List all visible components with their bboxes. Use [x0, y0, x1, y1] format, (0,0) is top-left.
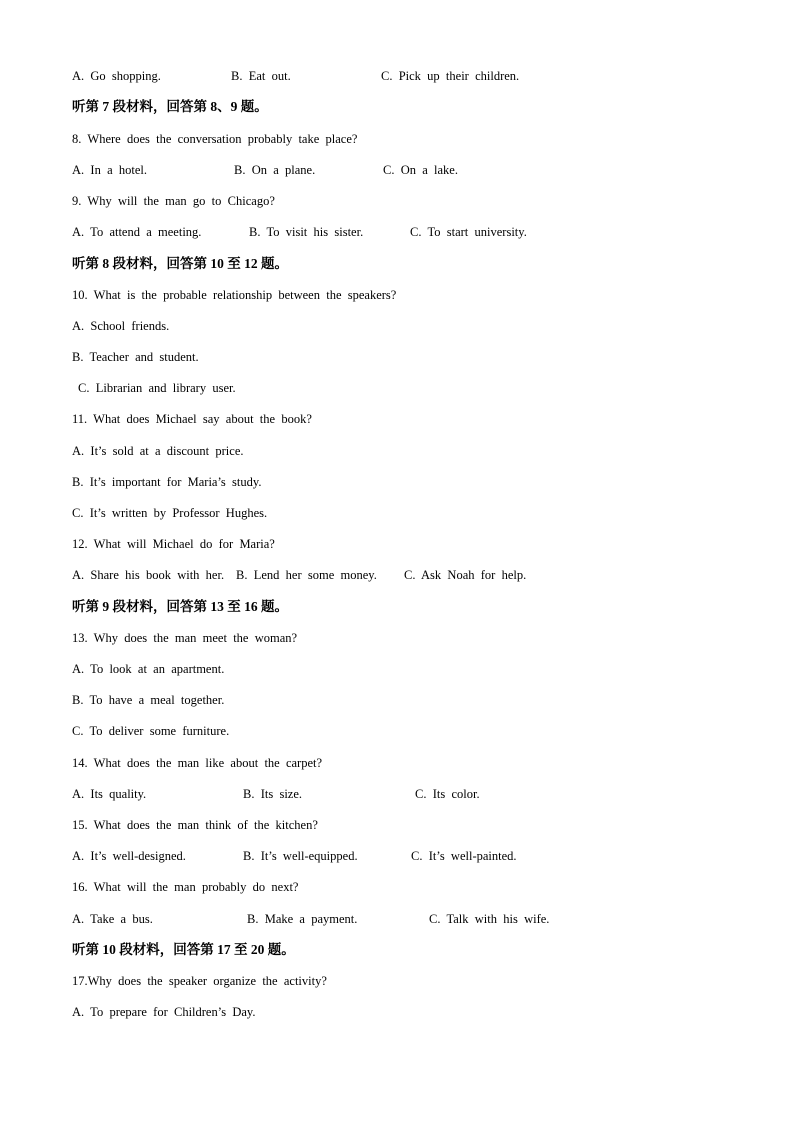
option-b: B. Its size. [243, 787, 303, 801]
option-c: C. Ask Noah for help. [404, 568, 527, 582]
question-13: 13. Why does the man meet the woman? [72, 631, 298, 645]
section-heading: 听第 9 段材料，回答第 13 至 16 题。 [72, 599, 288, 614]
question-17: 17.Why does the speaker organize the activity? [72, 974, 327, 988]
question-10: 10. What is the probable relationship between the speakers? [72, 288, 397, 302]
option-a: A. Share his book with her. [72, 568, 225, 582]
question-8: 8. Where does the conversation probably take place? [72, 132, 358, 146]
question-11: 11. What does Michael say about the book? [72, 412, 312, 426]
option-b: B. It’s well-equipped. [243, 849, 358, 863]
q10-option-b: B. Teacher and student. [72, 350, 199, 364]
q17-option-a: A. To prepare for Children’s Day. [72, 1005, 256, 1019]
question-15: 15. What does the man think of the kitchen? [72, 818, 318, 832]
option-c: C. Its color. [415, 787, 480, 801]
option-a: A. To attend a meeting. [72, 225, 202, 239]
option-a: A. Take a bus. [72, 912, 153, 926]
option-b: B. On a plane. [234, 163, 316, 177]
option-c: C. To start university. [410, 225, 527, 239]
option-b: B. To visit his sister. [249, 225, 364, 239]
question-16: 16. What will the man probably do next? [72, 880, 299, 894]
question-14: 14. What does the man like about the carpet? [72, 756, 323, 770]
q10-option-c: C. Librarian and library user. [78, 381, 236, 395]
q11-option-c: C. It’s written by Professor Hughes. [72, 506, 268, 520]
option-b: B. Lend her some money. [236, 568, 377, 582]
q13-option-a: A. To look at an apartment. [72, 662, 225, 676]
option-a: A. Its quality. [72, 787, 147, 801]
section-heading: 听第 7 段材料，回答第 8、9 题。 [72, 99, 268, 114]
q13-option-b: B. To have a meal together. [72, 693, 225, 707]
option-c: C. Pick up their children. [381, 69, 520, 83]
option-c: C. Talk with his wife. [429, 912, 550, 926]
option-c: C. It’s well-painted. [411, 849, 517, 863]
q11-option-b: B. It’s important for Maria’s study. [72, 475, 262, 489]
section-heading: 听第 8 段材料，回答第 10 至 12 题。 [72, 256, 288, 271]
option-b: B. Eat out. [231, 69, 291, 83]
q10-option-a: A. School friends. [72, 319, 170, 333]
option-c: C. On a lake. [383, 163, 458, 177]
q11-option-a: A. It’s sold at a discount price. [72, 444, 244, 458]
option-a: A. It’s well-designed. [72, 849, 186, 863]
question-9: 9. Why will the man go to Chicago? [72, 194, 275, 208]
option-a: A. In a hotel. [72, 163, 147, 177]
q13-option-c: C. To deliver some furniture. [72, 724, 230, 738]
question-12: 12. What will Michael do for Maria? [72, 537, 275, 551]
option-a: A. Go shopping. [72, 69, 161, 83]
option-b: B. Make a payment. [247, 912, 358, 926]
section-heading: 听第 10 段材料，回答第 17 至 20 题。 [72, 942, 295, 957]
